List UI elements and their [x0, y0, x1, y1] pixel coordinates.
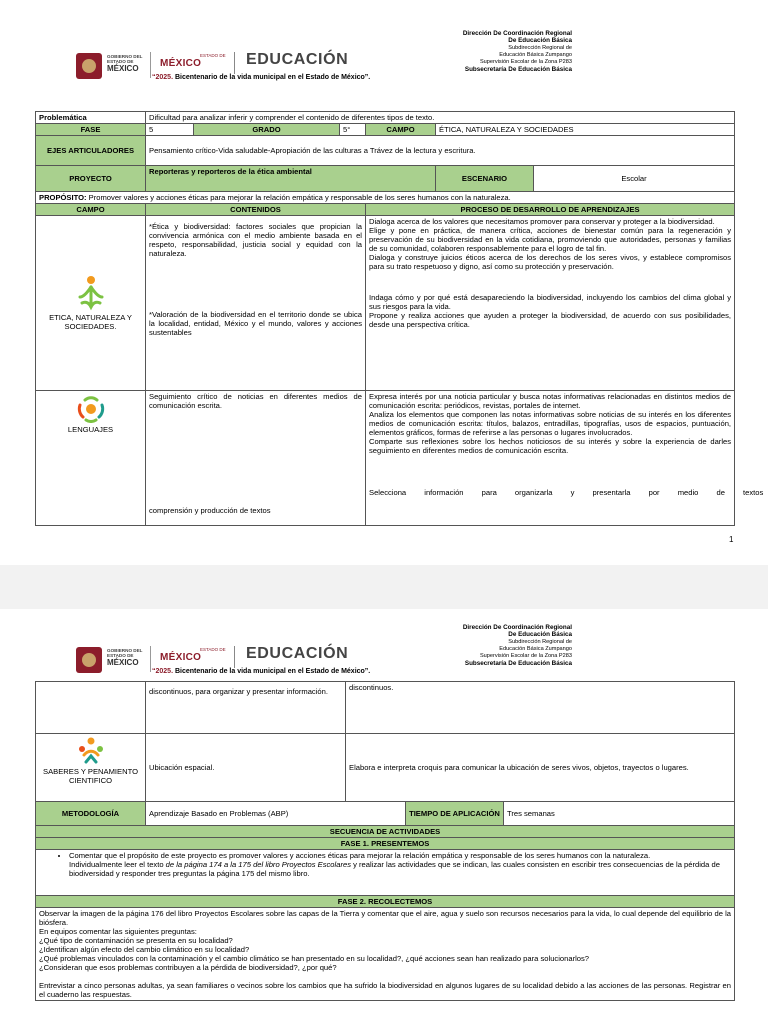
escenario-value: Escolar [534, 166, 735, 192]
fase2-content: Observar la imagen de la página 176 del libro Proyectos Escolares sobre las capas de la Tierra y comentar que el aire, agua y suelo son recursos necesarios para la vida, lo cual depende del equilibrio de la biósfera. En equipos comentar las siguientes preguntas: ¿Qué tipo de contaminación se presenta en su localidad? ¿Identifican algún efecto del cambio climático en su localidad? ¿Qué problemas vinculados con la contaminación y el cambio climático se han presentado en su localidad?, ¿qué acciones sean han realizado para solucionarlos? ¿Consideran que esos problemas contribuyen a la pérdida de biodiversidad?, ¿por qué? Entrevistar a cinco personas adultas, ya sean familiares o vecinos sobre los cambios que ha sufrido la biodiversidad en algunos lugares de su localidad debido a las acciones de las personas. Registrar en el cuaderno las respuestas. [36, 908, 735, 1001]
fase1-content [36, 850, 735, 896]
campo-saberes: SABERES Y PENAMIENTO CIENTIFICO [36, 734, 146, 802]
government-logo: GOBIERNO DEL ESTADO DE MÉXICO [107, 648, 143, 667]
sprout-icon [77, 275, 105, 311]
tiempo-label: TIEMPO DE APLICACIÓN [406, 802, 504, 826]
page-separator [0, 565, 768, 609]
contenido-saberes: Ubicación espacial. [146, 734, 346, 802]
pda-saberes: Elabora e interpreta croquis para comunicar la ubicación de seres vivos, objetos, trayectos o lugares. [346, 734, 735, 802]
fase-value: 5 [146, 124, 194, 136]
government-logo: GOBIERNO DEL ESTADO DE MÉXICO [107, 54, 143, 73]
contenido-etica: *Ética y biodiversidad: factores sociales que propician la convivencia armónica con el medio ambiente basada en el respeto, responsabilidad, justicia social y equidad con la naturaleza. *Valoración de la biodiversidad en el territorio donde se ubica la localidad, entidad, México y el mundo, valores y acciones sustentables [146, 216, 366, 391]
planning-table-page2 [35, 681, 735, 1001]
page-header [0, 0, 768, 100]
proposito: PROPÓSITO: Promover valores y acciones éticas para mejorar la relación empática y responsable de los seres humanos con la naturaleza. [36, 192, 735, 204]
state-seal-icon [76, 53, 102, 79]
pda-lenguajes: Expresa interés por una noticia particular y busca notas informativas relacionadas en distintos medios de comunicación escrita: periódicos, revistas, portales de internet. Analiza los elementos que componen las notas informativas sobre noticias de su interés en los diferentes medios de comunicación escrita: títulos, balazos, entradillas, tipografías, usos de espacios, puntuación, elementos gráficos, formas de referirse a las personas o lugares involucrados. Comparte sus reflexiones sobre los hechos noticiosos de su interés y sobre la experiencia de darles seguimiento en diferentes medios de comunicación escrita. Selecciona información para organizarla y presentarla por medio de textos [366, 391, 735, 526]
bicentennial-slogan: “2025. Bicentenario de la vida municipal en el Estado de México”. [152, 74, 371, 81]
grado-label: GRADO [194, 124, 340, 136]
planning-table-page1 [35, 111, 764, 526]
contenido-lenguajes: Seguimiento crítico de noticias en diferentes medios de comunicación escrita. comprensión y producción de textos [146, 391, 366, 526]
problematica-label: Problemática [36, 112, 146, 124]
tiempo-value: Tres semanas [504, 802, 735, 826]
edomex-logo: ESTADO DE MÉXICO [160, 53, 226, 69]
document-page-2 [0, 612, 768, 1024]
fase-label: FASE [36, 124, 146, 136]
escenario-label: ESCENARIO [436, 166, 534, 192]
direction-block: Dirección De Coordinación Regional De Educación Básica Subdirección Regional de Educación Básica Zumpango Supervisión Escolar de la Zona P283 Subsecretaría De Educación Básica [462, 30, 572, 74]
problematica-value: Dificultad para analizar inferir y comprender el contenido de diferentes tipos de texto. [146, 112, 735, 124]
col-proceso: PROCESO DE DESARROLLO DE APRENDIZAJES [366, 204, 735, 216]
campo-value: ÉTICA, NATURALEZA Y SOCIEDADES [436, 124, 735, 136]
education-title: EDUCACIÓN [246, 645, 349, 662]
fase2-title: FASE 2. RECOLECTEMOS [36, 896, 735, 908]
education-title: EDUCACIÓN [246, 51, 349, 68]
edomex-logo: ESTADO DE MÉXICO [160, 647, 226, 663]
secuencia-title: SECUENCIA DE ACTIVIDADES [36, 826, 735, 838]
saberes-icon [76, 735, 106, 765]
metodologia-value: Aprendizaje Basado en Problemas (ABP) [146, 802, 406, 826]
page-number: 1 [729, 535, 734, 544]
ejes-label: EJES ARTICULADORES [36, 136, 146, 166]
direction-block: Dirección De Coordinación Regional De Educación Básica Subdirección Regional de Educación Básica Zumpango Supervisión Escolar de la Zona P283 Subsecretaría De Educación Básica [462, 624, 572, 668]
state-seal-icon [76, 647, 102, 673]
campo-label: CAMPO [366, 124, 436, 136]
fase1-title: FASE 1. PRESENTEMOS [36, 838, 735, 850]
metodologia-label: METODOLOGÍA [36, 802, 146, 826]
grado-value: 5° [340, 124, 366, 136]
col-contenidos: CONTENIDOS [146, 204, 366, 216]
campo-etica: ETICA, NATURALEZA Y SOCIEDADES. [36, 216, 146, 391]
contenido-continuation: discontinuos, para organizar y presentar información. [146, 682, 346, 734]
pda-continuation: discontinuos. [346, 682, 735, 734]
col-campo: CAMPO [36, 204, 146, 216]
campo-lenguajes: LENGUAJES [36, 391, 146, 526]
pda-etica: Dialoga acerca de los valores que necesitamos promover para conservar y proteger a la biodiversidad. Elige y pone en práctica, de manera crítica, acciones de bienestar común para la regeneración y preservación de su biodiversidad en la vida cotidiana, promoviendo que autoridades, personas y familias de su comunidad, colaboren responsablemente para el logro de tal fin. Dialoga y construye juicios éticos acerca de los derechos de los seres vivos, y establece compromisos para su trato respetuoso y digno, así como su protección y preservación. Indaga cómo y por qué está desapareciendo la biodiversidad, incluyendo los cambios del clima global y sus riesgos para la vida. Propone y realiza acciones que ayuden a proteger la biodiversidad, de acuerdo con sus posibilidades, desde una perspectiva crítica. [366, 216, 735, 391]
fase1-text: Individualmente leer el texto de la página 174 a la 175 del libro Proyectos Escolares y realizar las actividades que se indican, las cuales consisten en escribir tres consecuencias de la pérdida de biodiversidad y responder tres preguntas la página 175 del mismo libro. [69, 860, 720, 878]
lenguajes-icon [76, 395, 106, 423]
proyecto-value: Reporteras y reporteros de la ética ambiental [146, 166, 436, 192]
proyecto-label: PROYECTO [36, 166, 146, 192]
ejes-value: Pensamiento crítico-Vida saludable-Apropiación de las culturas a Trávez de la lectura y escritura. [146, 136, 735, 166]
fase1-bullet: • Comentar que el propósito de este proyecto es promover valores y acciones éticas para mejorar la relación empática y responsable de los seres humanos con la naturaleza. [69, 851, 731, 860]
bicentennial-slogan: “2025. Bicentenario de la vida municipal en el Estado de México”. [152, 668, 371, 675]
